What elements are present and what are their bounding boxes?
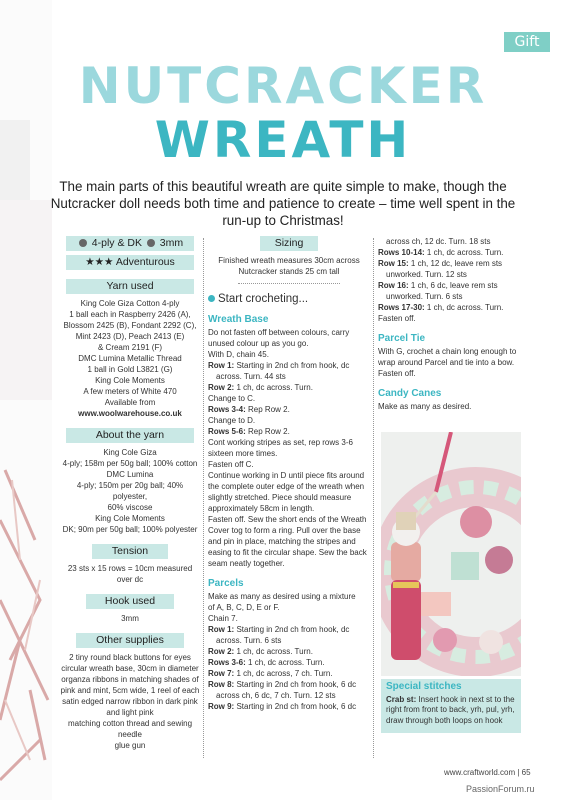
instruction-line — [378, 236, 518, 247]
about-yarn-heading: About the yarn — [66, 428, 194, 443]
special-stitch-line: right from front to back, yrh, pul, yrh, — [386, 705, 515, 714]
row-label: Row 1: — [208, 625, 235, 634]
row-text: Starting in 2nd ch from hook, dc — [234, 361, 350, 370]
instruction-line — [208, 437, 370, 448]
title-line-1: NUTCRACKER — [78, 57, 488, 115]
about-yarn-line: King Cole Giza — [103, 448, 157, 457]
difficulty-box — [66, 255, 194, 270]
yarn-line: 1 ball each in Raspberry 2426 (A), — [69, 310, 191, 319]
candy-canes-text: Make as many as desired. — [378, 402, 472, 411]
row-text: Continue working in D until piece fits around — [208, 471, 365, 480]
yarn-line: Blossom 2425 (B), Fondant 2292 (C), — [63, 321, 197, 330]
instruction-line — [208, 360, 370, 371]
row-text: Chain 7. — [208, 614, 238, 623]
parcel-tie-line: Fasten off. — [378, 369, 416, 378]
instruction-line — [208, 602, 370, 613]
row-label: Row 1: — [208, 361, 235, 370]
row-text: 1 ch, dc across. Turn. — [245, 658, 325, 667]
supply-line: 2 tiny round black buttons for eyes — [69, 653, 191, 662]
instruction-line — [208, 558, 370, 569]
sizing-line: Nutcracker stands 25 cm tall — [238, 267, 340, 276]
instruction-line — [208, 668, 370, 679]
instruction-line — [378, 269, 518, 280]
materials-column — [60, 236, 200, 751]
instruction-line — [208, 613, 370, 624]
instruction-line — [208, 393, 370, 404]
supply-line: matching cotton thread and sewing needle — [67, 719, 193, 739]
about-yarn-line: DK; 90m per 50g ball; 100% polyester — [62, 525, 198, 534]
yarn-line: & Cream 2191 (F) — [97, 343, 163, 352]
row-label: Rows 5-6: — [208, 427, 246, 436]
row-text: 1 ch, dc across. Turn. — [234, 647, 313, 656]
about-yarn-line: 60% viscose — [107, 503, 153, 512]
difficulty-text: Adventurous — [115, 256, 175, 268]
instruction-line — [208, 525, 370, 536]
instruction-line — [378, 247, 518, 258]
row-text: Cover tog to form a ring. Pull over the base — [208, 526, 361, 535]
instruction-line — [208, 503, 370, 514]
supply-line: pink and mint, 5cm wide, 1 reel of each — [60, 686, 200, 695]
row-text: the complete outer edge of the wreath when — [208, 482, 365, 491]
row-text: Starting in 2nd ch from hook, dc — [234, 625, 350, 634]
row-text: With D, chain 45. — [208, 350, 269, 359]
yarn-used-list — [60, 298, 200, 419]
instruction-line — [208, 591, 370, 602]
instruction-line — [378, 258, 518, 269]
supply-line: satin edged narrow ribbon in dark pink — [62, 697, 198, 706]
row-label: Row 16: — [378, 281, 409, 290]
row-label: Rows 3-4: — [208, 405, 246, 414]
row-text: Fasten off. Sew the short ends of the Wreath — [208, 515, 367, 524]
instruction-line — [208, 547, 370, 558]
row-text: Change to C. — [208, 394, 256, 403]
supply-line: glue gun — [114, 741, 146, 750]
row-text: 1 ch, dc across, 7 ch. Turn. — [234, 669, 333, 678]
row-text: Starting in 2nd ch from hook, 6 dc — [234, 680, 357, 689]
yarn-ball-icon — [79, 239, 87, 247]
instruction-line — [208, 492, 370, 503]
row-label: Rows 10-14: — [378, 248, 425, 257]
watermark: PassionForum.ru — [466, 784, 535, 794]
row-text: 1 ch, dc across. Turn. — [424, 248, 504, 257]
row-text: sixteen more times. — [208, 449, 278, 458]
yarn-used-heading: Yarn used — [66, 279, 194, 294]
instruction-line — [208, 701, 370, 712]
hook-icon — [147, 239, 155, 247]
special-stitch-line — [386, 695, 516, 706]
weight-hook-box — [66, 236, 194, 251]
supplier-website-link[interactable]: www.woolwarehouse.co.uk — [78, 409, 182, 418]
instruction-line — [208, 470, 370, 481]
parcel-tie-heading: Parcel Tie — [378, 333, 426, 344]
yarn-line: King Cole Giza Cotton 4-ply — [80, 299, 180, 308]
instruction-line — [208, 657, 370, 668]
supply-line: and light pink — [106, 708, 154, 717]
other-supplies-list — [60, 652, 200, 751]
section-tag: Gift — [504, 32, 550, 52]
weight-text: 4-ply & DK — [91, 237, 142, 249]
instruction-line — [208, 646, 370, 657]
intro-text: The main parts of this beautiful wreath are quite simple to make, though the Nutcracker doll needs both time and patience to create – time well spent in the run-up to Christmas! — [50, 179, 516, 228]
instruction-line — [208, 404, 370, 415]
row-text: easing to fit the circular shape. Sew the back — [208, 548, 367, 557]
row-text: Fasten off C. — [208, 460, 254, 469]
page-footer — [444, 768, 531, 777]
supply-line: organza ribbons in matching shades of — [61, 675, 199, 684]
hook-used-heading: Hook used — [86, 594, 174, 609]
parcel-tie-line: With G, crochet a chain long enough to — [378, 347, 517, 356]
about-yarn-line: DMC Lumina — [106, 470, 154, 479]
row-text: across. Turn. 6 sts — [216, 636, 282, 645]
row-label: Row 9: — [208, 702, 235, 711]
row-text: Rep Row 2. — [245, 427, 290, 436]
row-label: Row 15: — [378, 259, 409, 268]
bullet-icon — [208, 295, 215, 302]
instruction-line — [208, 382, 370, 393]
stitch-text: Insert hook in next st to the — [416, 694, 515, 704]
row-text: Starting in 2nd ch from hook, 6 dc — [234, 702, 357, 711]
about-yarn-list — [60, 447, 200, 535]
instruction-line — [208, 426, 370, 437]
special-stitches-heading: Special stitches — [386, 681, 462, 692]
row-text: 1 ch, dc across. Turn. — [424, 303, 504, 312]
yarn-line: A few meters of White 470 — [83, 387, 177, 396]
about-yarn-line: 4-ply; 158m per 50g ball; 100% cotton — [62, 459, 198, 468]
start-crocheting-text: Start crocheting... — [218, 293, 309, 305]
sizing-heading: Sizing — [260, 236, 318, 251]
hook-size-text: 3mm — [159, 237, 184, 249]
row-label: Rows 17-30: — [378, 303, 425, 312]
yarn-line: DMC Lumina Metallic Thread — [78, 354, 182, 363]
column-divider-1 — [203, 238, 204, 758]
instruction-line — [208, 690, 370, 701]
row-text: unworked. Turn. 6 sts — [386, 292, 463, 301]
sizing-divider — [238, 283, 340, 284]
instruction-line — [378, 302, 518, 313]
wreath-base-instructions — [208, 327, 370, 569]
instruction-line — [378, 291, 518, 302]
row-text: unused colour up as you go. — [208, 339, 309, 348]
row-label: Row 8: — [208, 680, 235, 689]
row-text: and pin in place, matching the stripes and — [208, 537, 356, 546]
pattern-column-continued — [378, 236, 518, 412]
row-label: Row 7: — [208, 669, 235, 678]
row-text: unworked. Turn. 12 sts — [386, 270, 467, 279]
sizing-line: Finished wreath measures 30cm across — [218, 256, 360, 265]
instruction-line — [208, 624, 370, 635]
row-text: Do not fasten off between colours, carry — [208, 328, 350, 337]
instruction-line — [208, 338, 370, 349]
instruction-line — [208, 371, 370, 382]
row-text: seam neatly together. — [208, 559, 285, 568]
row-label: Row 2: — [208, 647, 235, 656]
special-stitch-line: draw through both loops on hook — [386, 715, 503, 725]
instruction-line — [208, 349, 370, 360]
yarn-line: Mint 2423 (D), Peach 2413 (E) — [75, 332, 185, 341]
row-text: 1 ch, 12 dc, leave rem sts — [408, 259, 503, 268]
instruction-line — [208, 536, 370, 547]
page-number: 65 — [521, 768, 531, 777]
parcels-instructions — [208, 591, 370, 712]
yarn-line: 1 ball in Gold L3821 (G) — [87, 365, 173, 374]
instruction-line — [208, 514, 370, 525]
row-text: Make as many as desired using a mixture — [208, 592, 356, 601]
parcels-heading: Parcels — [208, 578, 244, 589]
row-text: across ch, 12 dc. Turn. 18 sts — [386, 237, 491, 246]
supply-line: circular wreath base, 30cm in diameter — [61, 664, 199, 673]
row-text: of A, B, C, D, E or F. — [208, 603, 280, 612]
parcel-tie-line: wrap around Parcel and tie into a bow. — [378, 358, 515, 367]
difficulty-stars: ★★★ — [85, 256, 114, 268]
row-text: Rep Row 2. — [245, 405, 290, 414]
pattern-column — [208, 236, 370, 712]
footer-separator: | — [517, 768, 522, 777]
tension-heading: Tension — [92, 544, 168, 559]
yarn-line: King Cole Moments — [95, 376, 165, 385]
candy-canes-heading: Candy Canes — [378, 388, 442, 399]
row-label: Rows 3-6: — [208, 658, 246, 667]
instruction-line — [208, 327, 370, 338]
row-text: Change to D. — [208, 416, 256, 425]
other-supplies-heading: Other supplies — [76, 633, 184, 648]
row-text: across. Turn. 44 sts — [216, 372, 286, 381]
instruction-line — [378, 313, 518, 324]
row-text: Fasten off. — [378, 314, 416, 323]
instruction-line — [208, 448, 370, 459]
tension-text: 23 sts x 15 rows = 10cm measured over dc — [67, 564, 193, 584]
instruction-line — [208, 481, 370, 492]
instruction-line — [208, 459, 370, 470]
title-line-2: WREATH — [154, 111, 412, 169]
wreath-photo — [381, 432, 521, 676]
row-text: slightly stretched. Piece should measure — [208, 493, 352, 502]
yarn-line: Available from — [104, 398, 156, 407]
row-text: Cont working stripes as set, rep rows 3-6 — [208, 438, 353, 447]
column-divider-2 — [373, 238, 374, 758]
start-crocheting-heading — [208, 294, 370, 305]
row-text: 1 ch, dc across. Turn. — [234, 383, 313, 392]
parcels-instructions-continued — [378, 236, 518, 324]
row-label: Row 2: — [208, 383, 235, 392]
instruction-line — [208, 635, 370, 646]
footer-website-link[interactable]: www.craftworld.com — [444, 768, 516, 777]
row-text: across ch, 6 dc, 7 ch. Turn. 12 sts — [216, 691, 336, 700]
about-yarn-line: King Cole Moments — [95, 514, 165, 523]
special-stitches-box — [381, 679, 521, 733]
row-text: approximately 58cm in length. — [208, 504, 315, 513]
instruction-line — [378, 280, 518, 291]
stitch-label: Crab st: — [386, 694, 417, 704]
hook-used-text: 3mm — [121, 614, 139, 623]
about-yarn-line: 4-ply; 150m per 20g ball; 40% polyester, — [76, 481, 184, 501]
instruction-line — [208, 679, 370, 690]
row-text: 1 ch, 6 dc, leave rem sts — [408, 281, 498, 290]
instruction-line — [208, 415, 370, 426]
wreath-base-heading: Wreath Base — [208, 314, 269, 325]
